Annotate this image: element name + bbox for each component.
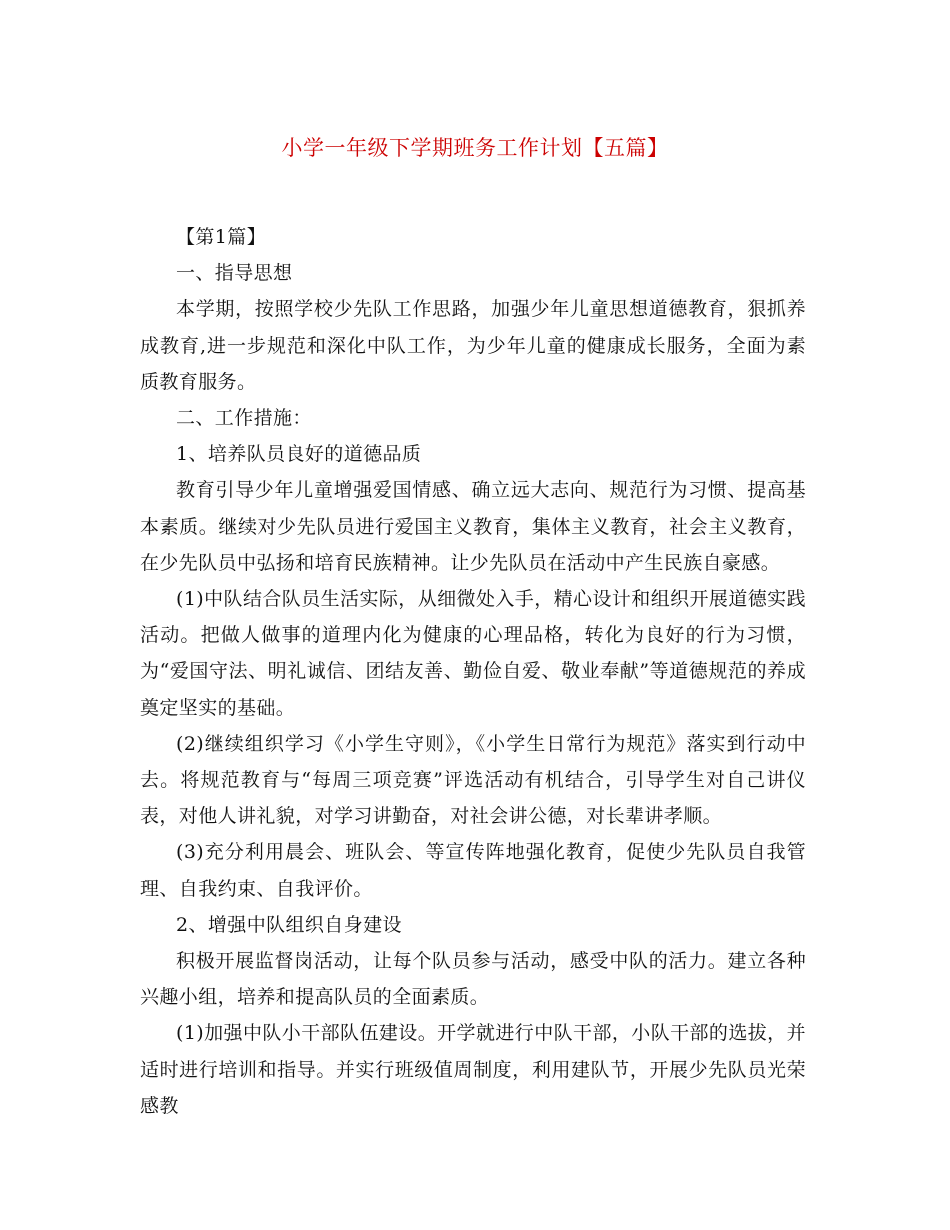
body-paragraph: 本学期，按照学校少先队工作思路，加强少年儿童思想道德教育，狠抓养成教育,进一步规范和深化中队工作，为少年儿童的健康成长服务，全面为素质教育服务。 <box>140 298 806 393</box>
document-title: 小学一年级下学期班务工作计划【五篇】 <box>281 136 669 160</box>
section-heading: 一、指导思想 <box>176 262 293 285</box>
section-heading: 2、增强中队组织自身建设 <box>176 913 402 936</box>
document-body <box>140 219 806 1124</box>
body-paragraph: (3)充分利用晨会、班队会、等宣传阵地强化教育，促使少先队员自我管理、自我约束、自我评价。 <box>140 841 806 900</box>
section-heading: 二、工作措施： <box>176 407 312 430</box>
body-paragraph: (1)中队结合队员生活实际，从细微处入手，精心设计和组织开展道德实践活动。把做人做事的道理内化为健康的心理品格，转化为良好的行为习惯，为“爱国守法、明礼诚信、团结友善、勤俭自爱、敬业奉献”等道德规范的养成奠定坚实的基础。 <box>140 588 806 719</box>
body-paragraph: 教育引导少年儿童增强爱国情感、确立远大志向、规范行为习惯、提高基本素质。继续对少先队员进行爱国主义教育，集体主义教育，社会主义教育，在少先队员中弘扬和培育民族精神。让少先队员在活动中产生民族自豪感。 <box>140 479 806 574</box>
body-paragraph: (2)继续组织学习《小学生守则》，《小学生日常行为规范》落实到行动中去。将规范教育与“每周三项竞赛”评选活动有机结合，引导学生对自己讲仪表，对他人讲礼貌，对学习讲勤奋，对社会讲公德，对长辈讲孝顺。 <box>140 732 806 828</box>
body-paragraph: (1)加强中队小干部队伍建设。开学就进行中队干部，小队干部的选拔，并适时进行培训和指导。并实行班级值周制度，利用建队节，开展少先队员光荣感教 <box>140 1022 806 1117</box>
body-paragraph: 积极开展监督岗活动，让每个队员参与活动，感受中队的活力。建立各种兴趣小组，培养和提高队员的全面素质。 <box>140 950 806 1009</box>
section-heading: 【第1篇】 <box>176 226 267 248</box>
section-heading: 1、培养队员良好的道德品质 <box>176 443 422 466</box>
